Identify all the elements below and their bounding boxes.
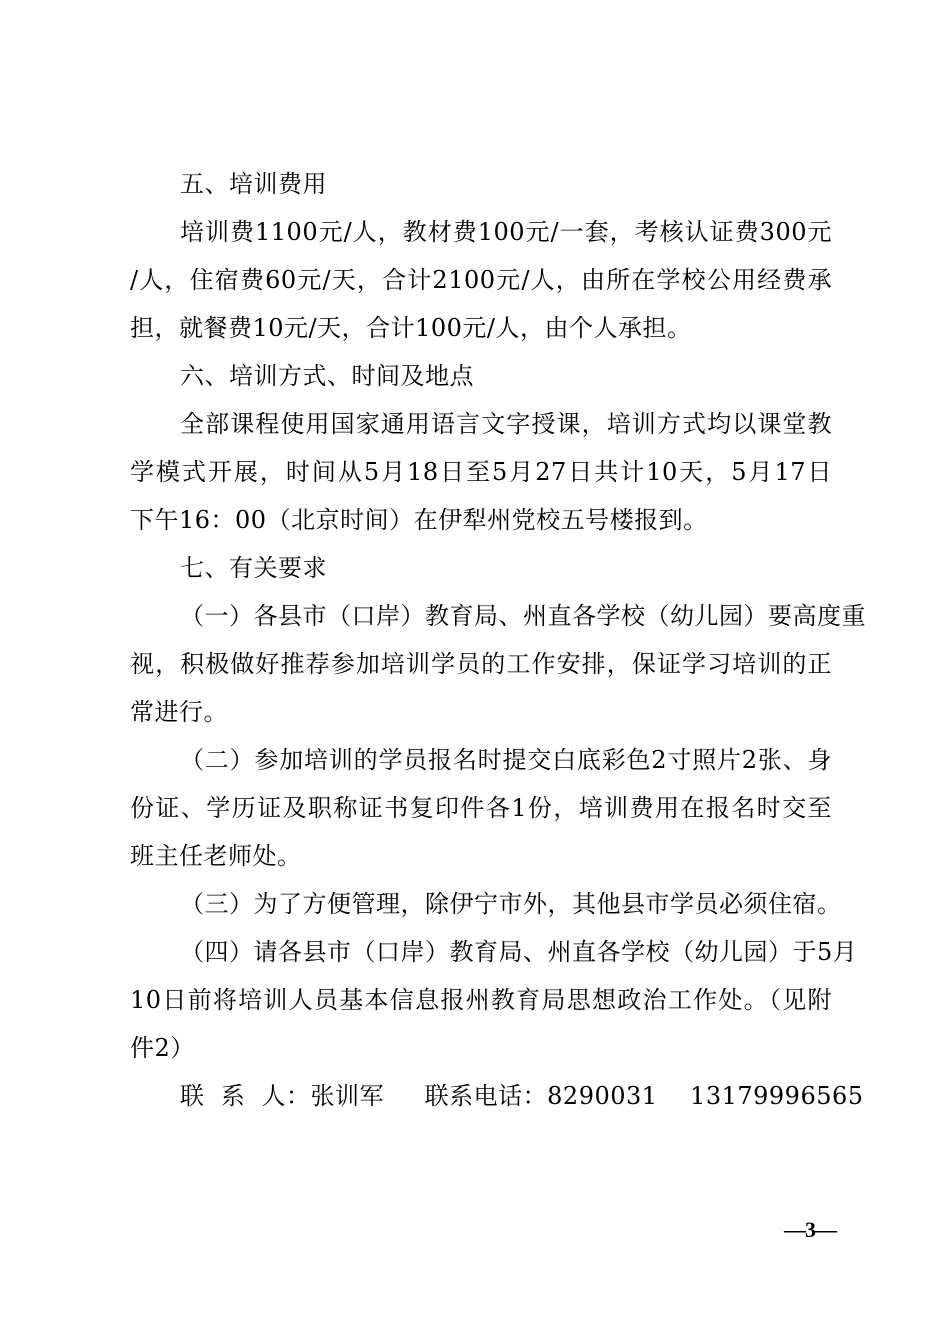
requirement-item-4-line: 10日前将培训人员基本信息报州教育局思想政治工作处。（见附 bbox=[130, 986, 832, 1014]
requirement-item-3-line: （三）为了方便管理，除伊宁市外，其他县市学员必须住宿。 bbox=[180, 890, 842, 918]
section-heading-fees: 五、培训费用 bbox=[180, 170, 327, 198]
requirement-item-1-line: （一）各县市（口岸）教育局、州直各学校（幼儿园）要高度重 bbox=[180, 602, 866, 630]
requirement-item-4-line: 件2） bbox=[130, 1034, 195, 1062]
requirement-item-1-line: 视，积极做好推荐参加培训学员的工作安排，保证学习培训的正 bbox=[130, 650, 832, 678]
requirement-item-2-line: （二）参加培训的学员报名时提交白底彩色2寸照片2张、身 bbox=[180, 746, 832, 774]
requirement-item-2-line: 份证、学历证及职称证书复印件各1份，培训费用在报名时交至 bbox=[130, 794, 832, 822]
section-heading-method: 六、培训方式、时间及地点 bbox=[180, 362, 474, 390]
paragraph-line: 全部课程使用国家通用语言文字授课，培训方式均以课堂教 bbox=[180, 410, 832, 438]
paragraph-line: 学模式开展，时间从5月18日至5月27日共计10天，5月17日 bbox=[130, 458, 832, 486]
paragraph-line: 培训费1100元/人，教材费100元/一套，考核认证费300元 bbox=[180, 218, 832, 246]
section-heading-requirements: 七、有关要求 bbox=[180, 554, 327, 582]
paragraph-line: /人，住宿费60元/天，合计2100元/人，由所在学校公用经费承 bbox=[130, 266, 832, 294]
paragraph-line: 下午16：00（北京时间）在伊犁州党校五号楼报到。 bbox=[130, 506, 708, 534]
requirement-item-4-line: （四）请各县市（口岸）教育局、州直各学校（幼儿园）于5月 bbox=[180, 938, 858, 966]
contact-info: 联 系 人：张训军 联系电话：8290031 13179996565 bbox=[180, 1082, 864, 1110]
requirement-item-1-line: 常进行。 bbox=[130, 698, 228, 726]
paragraph-line: 担，就餐费10元/天，合计100元/人，由个人承担。 bbox=[130, 314, 692, 342]
document-body bbox=[130, 160, 866, 1120]
page-number: —3— bbox=[784, 1217, 836, 1242]
requirement-item-2-line: 班主任老师处。 bbox=[130, 842, 302, 870]
